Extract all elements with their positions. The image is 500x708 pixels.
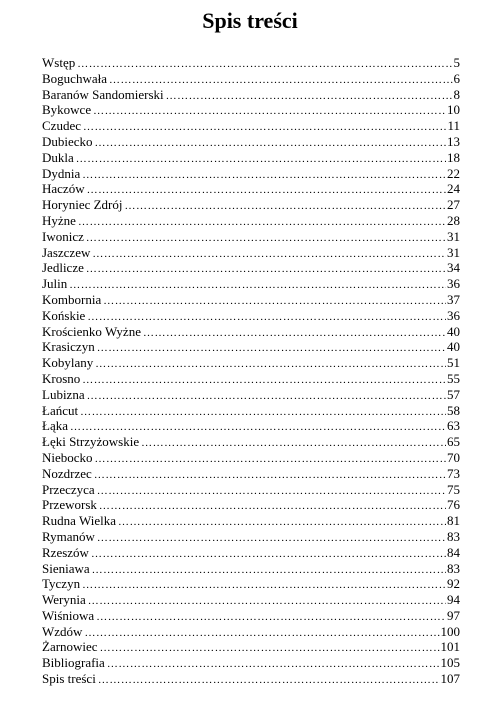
- dot-leader: [92, 563, 446, 577]
- toc-entry-label: Baranów Sandomierski: [42, 86, 164, 102]
- toc-entry-page-number: 34: [447, 260, 460, 276]
- dot-leader: [125, 199, 446, 213]
- toc-entry-label: Żarnowiec: [42, 639, 98, 655]
- toc-entry-page-number: 40: [447, 323, 460, 339]
- toc-entry-label: Boguchwała: [42, 70, 107, 86]
- toc-entry-page-number: 83: [447, 528, 460, 544]
- dot-leader: [69, 278, 446, 292]
- toc-entry-page-number: 31: [447, 244, 460, 260]
- page-title: Spis treści: [202, 8, 298, 33]
- toc-entry: [42, 181, 460, 197]
- dot-leader: [94, 468, 446, 482]
- toc-entry-label: Łęki Strzyżowskie: [42, 434, 140, 450]
- toc-entry-label: Niebocko: [42, 449, 93, 465]
- toc-entry-label: Spis treści: [42, 671, 96, 687]
- toc-entry-label: Czudec: [42, 118, 81, 134]
- toc-entry: [42, 403, 460, 419]
- toc-entry-page-number: 24: [447, 181, 460, 197]
- toc-entry: [42, 434, 460, 450]
- dot-leader: [107, 657, 440, 671]
- toc-entry-page-number: 84: [447, 544, 460, 560]
- dot-leader: [86, 262, 446, 276]
- dot-leader: [166, 89, 453, 103]
- toc-entry-label: Końskie: [42, 307, 86, 323]
- toc-entry: [42, 55, 460, 71]
- toc-entry: [42, 624, 460, 640]
- toc-entry: [42, 166, 460, 182]
- toc-entry-page-number: 81: [447, 513, 460, 529]
- toc-entry: [42, 276, 460, 292]
- toc-entry: [42, 639, 460, 655]
- toc-entry: [42, 387, 460, 403]
- toc-entry-page-number: 92: [447, 576, 460, 592]
- toc-entry-label: Nozdrzec: [42, 465, 92, 481]
- toc-entry: [42, 260, 460, 276]
- toc-entry-page-number: 65: [447, 434, 460, 450]
- toc-entry: [42, 482, 460, 498]
- toc-entry: [42, 339, 460, 355]
- toc-entry-page-number: 11: [447, 118, 460, 134]
- toc-entry: [42, 71, 460, 87]
- toc-entry-page-number: 76: [447, 497, 460, 513]
- toc-entry: [42, 229, 460, 245]
- toc-entry-page-number: 105: [440, 655, 460, 671]
- toc-entry-page-number: 83: [447, 560, 460, 576]
- toc-entry: [42, 245, 460, 261]
- toc-entry-label: Przeczyca: [42, 481, 95, 497]
- dot-leader: [77, 57, 452, 71]
- toc-entry-label: Haczów: [42, 181, 85, 197]
- toc-entry-page-number: 55: [447, 370, 460, 386]
- toc-entry-label: Sieniawa: [42, 560, 90, 576]
- toc-entry-label: Julin: [42, 276, 68, 292]
- toc-entry-label: Tyczyn: [42, 576, 81, 592]
- dot-leader: [80, 405, 446, 419]
- toc-entry: [42, 466, 460, 482]
- toc-entry-label: Bibliografia: [42, 655, 105, 671]
- dot-leader: [82, 373, 446, 387]
- toc-entry-label: Wzdów: [42, 623, 83, 639]
- toc-entry-label: Przeworsk: [42, 497, 97, 513]
- toc-entry-label: Rzeszów: [42, 544, 89, 560]
- dot-leader: [76, 152, 446, 166]
- toc-entry: [42, 324, 460, 340]
- toc-entry: [42, 529, 460, 545]
- toc-entry-label: Krasiczyn: [42, 339, 95, 355]
- toc-entry: [42, 87, 460, 103]
- toc-entry-page-number: 37: [447, 291, 460, 307]
- toc-entry: [42, 418, 460, 434]
- dot-leader: [87, 183, 446, 197]
- toc-entry-page-number: 107: [440, 671, 460, 687]
- toc-entry-label: Łąka: [42, 418, 68, 434]
- dot-leader: [141, 436, 446, 450]
- toc-entry-page-number: 28: [447, 212, 460, 228]
- dot-leader: [88, 594, 446, 608]
- dot-leader: [82, 578, 446, 592]
- dot-leader: [97, 531, 446, 545]
- toc-entry-page-number: 100: [440, 623, 460, 639]
- toc-entry: [42, 118, 460, 134]
- toc-entry-label: Dukla: [42, 149, 74, 165]
- toc-entry-label: Wiśniowa: [42, 607, 95, 623]
- dot-leader: [95, 136, 446, 150]
- table-of-contents: [42, 55, 460, 687]
- toc-entry-page-number: 101: [440, 639, 460, 655]
- toc-entry: [42, 608, 460, 624]
- toc-entry-page-number: 70: [447, 449, 460, 465]
- toc-entry-page-number: 13: [447, 133, 460, 149]
- toc-entry-label: Dydnia: [42, 165, 81, 181]
- dot-leader: [86, 231, 446, 245]
- toc-entry-page-number: 75: [447, 481, 460, 497]
- toc-entry-page-number: 8: [453, 86, 460, 102]
- toc-entry-page-number: 94: [447, 592, 460, 608]
- toc-entry-label: Hyżne: [42, 212, 76, 228]
- dot-leader: [109, 73, 453, 87]
- dot-leader: [87, 310, 446, 324]
- toc-entry: [42, 655, 460, 671]
- toc-entry: [42, 576, 460, 592]
- toc-entry-label: Lubizna: [42, 386, 85, 402]
- toc-entry-label: Krościenko Wyżne: [42, 323, 141, 339]
- toc-entry-page-number: 40: [447, 339, 460, 355]
- toc-entry: [42, 592, 460, 608]
- toc-entry-label: Jedlicze: [42, 260, 84, 276]
- toc-entry-page-number: 36: [447, 307, 460, 323]
- toc-entry: [42, 450, 460, 466]
- toc-entry: [42, 197, 460, 213]
- toc-entry-page-number: 10: [447, 102, 460, 118]
- toc-entry: [42, 292, 460, 308]
- dot-leader: [91, 547, 446, 561]
- toc-entry-label: Kombornia: [42, 291, 102, 307]
- dot-leader: [95, 357, 446, 371]
- dot-leader: [96, 610, 446, 624]
- toc-entry: [42, 671, 460, 687]
- toc-entry-page-number: 63: [447, 418, 460, 434]
- toc-entry: [42, 134, 460, 150]
- toc-entry: [42, 561, 460, 577]
- toc-entry-page-number: 5: [453, 55, 460, 70]
- toc-entry-page-number: 97: [447, 607, 460, 623]
- toc-entry: [42, 513, 460, 529]
- dot-leader: [98, 673, 440, 687]
- toc-entry-page-number: 27: [447, 197, 460, 213]
- toc-entry-page-number: 18: [447, 149, 460, 165]
- toc-entry-page-number: 22: [447, 165, 460, 181]
- dot-leader: [103, 294, 446, 308]
- toc-entry: [42, 213, 460, 229]
- dot-leader: [70, 420, 446, 434]
- dot-leader: [84, 626, 439, 640]
- toc-entry-label: Werynia: [42, 592, 86, 608]
- toc-entry-label: Rudna Wielka: [42, 513, 116, 529]
- toc-entry-page-number: 58: [447, 402, 460, 418]
- toc-entry-label: Rymanów: [42, 528, 95, 544]
- toc-entry: [42, 371, 460, 387]
- toc-entry: [42, 497, 460, 513]
- toc-entry: [42, 150, 460, 166]
- toc-entry-label: Łańcut: [42, 402, 79, 418]
- toc-entry-page-number: 73: [447, 465, 460, 481]
- toc-entry-label: Jaszczew: [42, 244, 91, 260]
- toc-entry-label: Bykowce: [42, 102, 92, 118]
- dot-leader: [95, 452, 446, 466]
- dot-leader: [83, 120, 446, 134]
- toc-entry: [42, 308, 460, 324]
- toc-entry-label: Krosno: [42, 370, 81, 386]
- toc-entry-page-number: 36: [447, 276, 460, 292]
- toc-entry-page-number: 51: [447, 355, 460, 371]
- toc-entry: [42, 355, 460, 371]
- dot-leader: [99, 499, 446, 513]
- dot-leader: [118, 515, 446, 529]
- dot-leader: [97, 484, 446, 498]
- dot-leader: [92, 247, 446, 261]
- dot-leader: [97, 341, 446, 355]
- dot-leader: [82, 168, 446, 182]
- dot-leader: [87, 389, 446, 403]
- toc-entry-label: Dubiecko: [42, 133, 93, 149]
- toc-entry-label: Kobylany: [42, 355, 94, 371]
- dot-leader: [143, 326, 446, 340]
- dot-leader: [93, 104, 446, 118]
- toc-entry: [42, 102, 460, 118]
- toc-entry: [42, 545, 460, 561]
- toc-entry-page-number: 31: [447, 228, 460, 244]
- toc-entry-page-number: 6: [453, 70, 460, 86]
- dot-leader: [100, 641, 440, 655]
- toc-entry-label: Iwonicz: [42, 228, 84, 244]
- toc-entry-page-number: 57: [447, 386, 460, 402]
- toc-entry-label: Horyniec Zdrój: [42, 197, 123, 213]
- dot-leader: [78, 215, 446, 229]
- toc-entry-label: Wstęp: [42, 55, 76, 70]
